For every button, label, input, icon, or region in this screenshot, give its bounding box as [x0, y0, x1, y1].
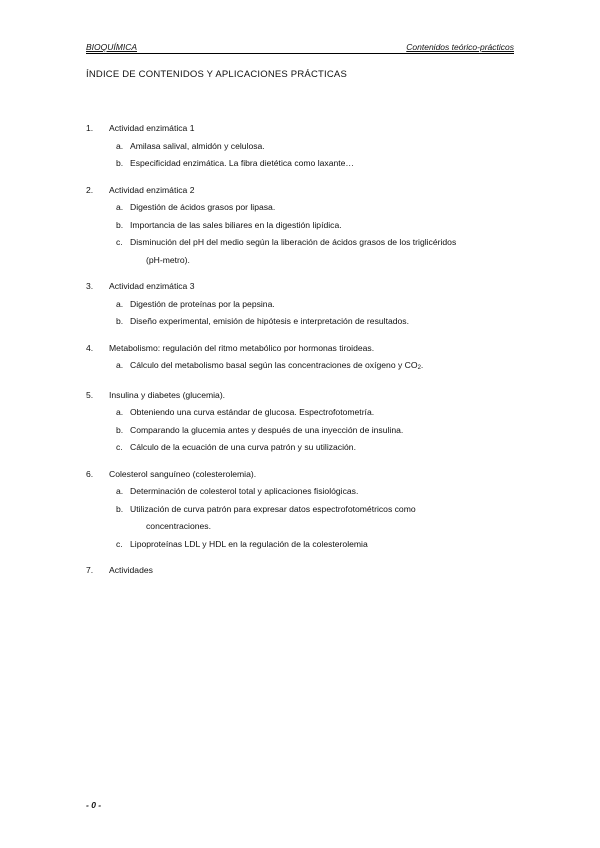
table-of-contents	[86, 120, 516, 589]
section-heading	[86, 278, 516, 296]
section-title: Actividades	[109, 565, 153, 575]
section-title: Colesterol sanguíneo (colesterolemia).	[109, 468, 257, 479]
subsection-letter: a.	[116, 486, 124, 496]
subsection-item	[116, 199, 516, 217]
header-right: Contenidos teórico-prácticos	[406, 42, 514, 52]
subsection-text: Diseño experimental, emisión de hipótesis e interpretación de resultados.	[130, 316, 409, 326]
subsection-letter: b.	[116, 158, 124, 168]
section-heading	[86, 466, 516, 484]
subsection-item	[116, 536, 516, 554]
subsection-item	[116, 296, 516, 314]
page-title: ÍNDICE DE CONTENIDOS Y APLICACIONES PRÁCTICAS	[86, 69, 347, 80]
subsection-text: Obteniendo una curva estándar de glucosa. Espectrofotometría.	[130, 407, 375, 417]
subsection-item	[116, 313, 516, 331]
subsection-item	[116, 439, 516, 457]
subsection-text: Cálculo del metabolismo basal según las concentraciones de oxígeno y CO	[130, 360, 418, 370]
subscript: 2	[417, 365, 421, 371]
subsection-letter: c.	[116, 538, 123, 549]
section-number: 7.	[86, 565, 94, 575]
section-heading	[86, 387, 516, 405]
subsection-item	[116, 155, 516, 173]
toc-section	[86, 182, 516, 270]
section-title: Metabolismo: regulación del ritmo metabólico por hormonas tiroideas.	[109, 342, 375, 353]
section-number: 3.	[86, 281, 94, 291]
section-heading	[86, 562, 516, 580]
subsection-text-block	[130, 234, 516, 269]
subsection-text-suffix: .	[420, 360, 424, 370]
section-title: Actividad enzimática 3	[109, 281, 195, 291]
subsection-text-block	[130, 313, 516, 331]
subsection-text-block	[130, 217, 516, 235]
subsection-text-block	[130, 439, 516, 457]
subsection-text: Importancia de las sales biliares en la digestión lipídica.	[130, 219, 342, 230]
subsection-text-block	[130, 155, 516, 173]
subsection-text: Digestión de proteínas por la pepsina.	[130, 298, 275, 309]
subsection-letter: a.	[116, 360, 124, 370]
subsection-text-block	[130, 296, 516, 314]
subsection-item	[116, 422, 516, 440]
subsection-text-block	[130, 501, 516, 536]
section-heading	[86, 182, 516, 200]
subsection-item	[116, 357, 516, 378]
subsection-text-block	[130, 357, 516, 378]
page-header	[86, 38, 514, 54]
subsection-letter: b.	[116, 424, 124, 435]
toc-section	[86, 278, 516, 331]
subsection-text: Lipoproteínas LDL y HDL en la regulación de la colesterolemia	[130, 538, 368, 549]
subsection-text: Comparando la glucemia antes y después de una inyección de insulina.	[130, 424, 404, 435]
subsection-text-continuation: (pH-metro).	[146, 254, 190, 265]
page-number: - 0 -	[86, 800, 102, 810]
subsection-letter: a.	[116, 407, 124, 417]
subsection-text: Digestión de ácidos grasos por lipasa.	[130, 202, 276, 212]
section-number: 2.	[86, 184, 94, 195]
toc-section	[86, 340, 516, 378]
subsection-item	[116, 234, 516, 269]
section-title: Insulina y diabetes (glucemia).	[109, 389, 226, 400]
section-number: 4.	[86, 342, 94, 353]
subsection-letter: b.	[116, 219, 124, 230]
toc-section	[86, 466, 516, 554]
section-heading	[86, 120, 516, 138]
subsection-letter: a.	[116, 298, 124, 309]
subsection-text: Amilasa salival, almidón y celulosa.	[130, 140, 265, 151]
section-number: 5.	[86, 389, 94, 400]
subsection-text: Utilización de curva patrón para expresar datos espectrofotométricos como	[130, 503, 416, 514]
subsection-letter: b.	[116, 316, 124, 326]
subsection-text-block	[130, 138, 516, 156]
subsection-text-block	[130, 483, 516, 501]
subsection-item	[116, 217, 516, 235]
subsection-text: Disminución del pH del medio según la liberación de ácidos grasos de los triglicéridos	[130, 237, 457, 247]
subsection-text: Especificidad enzimática. La fibra dietética como laxante…	[130, 158, 355, 168]
subsection-text-continuation: concentraciones.	[146, 521, 211, 531]
section-heading	[86, 340, 516, 358]
subsection-item	[116, 483, 516, 501]
toc-section	[86, 387, 516, 457]
subsection-text-block	[130, 536, 516, 554]
header-left: BIOQUÍMICA	[86, 42, 138, 52]
subsection-letter: a.	[116, 140, 124, 151]
subsection-letter: c.	[116, 237, 123, 247]
subsection-text: Cálculo de la ecuación de una curva patrón y su utilización.	[130, 442, 356, 452]
subsection-letter: c.	[116, 442, 123, 452]
toc-section	[86, 120, 516, 173]
subsection-item	[116, 501, 516, 536]
subsection-item	[116, 138, 516, 156]
subsection-letter: b.	[116, 503, 124, 514]
section-number: 1.	[86, 123, 94, 133]
toc-section	[86, 562, 516, 580]
section-number: 6.	[86, 468, 94, 479]
subsection-text-block	[130, 422, 516, 440]
subsection-text: Determinación de colesterol total y aplicaciones fisiológicas.	[130, 486, 359, 496]
section-title: Actividad enzimática 2	[109, 184, 195, 195]
subsection-item	[116, 404, 516, 422]
section-title: Actividad enzimática 1	[109, 123, 195, 133]
subsection-text-block	[130, 199, 516, 217]
subsection-text-block	[130, 404, 516, 422]
subsection-letter: a.	[116, 202, 124, 212]
